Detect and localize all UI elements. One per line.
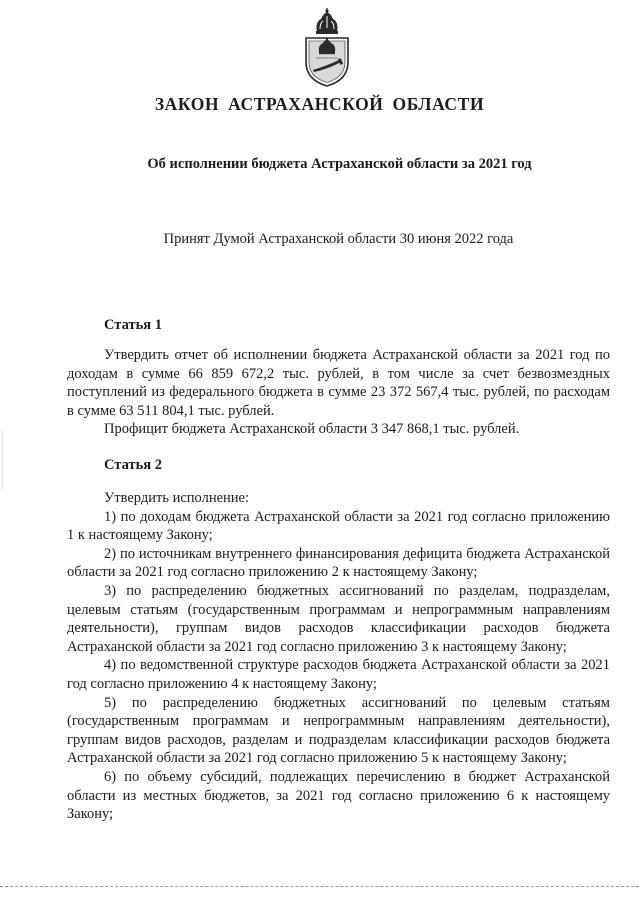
law-subject: Об исполнении бюджета Астраханской области за 2021 год <box>147 156 532 172</box>
article-2-paragraph: Утвердить исполнение: <box>104 490 249 506</box>
law-title: ЗАКОН АСТРАХАНСКОЙ ОБЛАСТИ <box>154 94 485 114</box>
article-1-heading: Статья 1 <box>104 317 162 333</box>
article-2-item: 5) по распределению бюджетных ассигнований по целевым статьям (государственным программам и непрограммным направлениям деятельности), группам видов расходов, разделам и подразделам классификации расходов бюджета Астраханской области за 2021 год согласно приложению 5 к настоящему Закону; <box>67 694 610 767</box>
article-2-item: 1) по доходам бюджета Астраханской области за 2021 год согласно приложению 1 к настоящему Закону; <box>67 508 610 544</box>
article-2-heading: Статья 2 <box>104 457 162 473</box>
astrakhan-coat-of-arms-icon <box>302 8 352 88</box>
article-2-item: 6) по объему субсидий, подлежащих перечислению в бюджет Астраханской области из местных бюджетов, за 2021 год согласно приложению 6 к настоящему Закону; <box>67 768 610 823</box>
article-1-paragraph: Утвердить отчет об исполнении бюджета Астраханской области за 2021 год по доходам в сумме 66 859 672,2 тыс. рублей, в том числе за счет безвозмездных поступлений из федерального бюджета в сумме 23 372 567,4 тыс. рублей, по расходам в сумме 63 511 804,1 тыс. рублей. <box>67 347 610 419</box>
article-2-item: 3) по распределению бюджетных ассигнований по разделам, подразделам, целевым статьям (государственным программам и непрограммным направлениям деятельности), группам видов расходов классификации расходов бюджета Астраханской области за 2021 год согласно приложению 3 к настоящему Закону; <box>67 582 610 655</box>
article-2-item: 2) по источникам внутреннего финансирования дефицита бюджета Астраханской области за 2021 год согласно приложению 2 к настоящему Закону; <box>67 545 610 581</box>
adoption-line: Принят Думой Астраханской области 30 июня 2022 года <box>163 231 514 247</box>
page-bottom-rule <box>0 886 639 887</box>
article-1-paragraph: Профицит бюджета Астраханской области 3 347 868,1 тыс. рублей. <box>104 421 520 438</box>
article-2-item: 4) по ведомственной структуре расходов бюджета Астраханской области за 2021 год согласно приложению 4 к настоящему Закону; <box>67 657 610 692</box>
article-1-body <box>67 346 610 439</box>
article-2-body <box>67 489 610 824</box>
scan-edge-mark <box>2 430 3 490</box>
